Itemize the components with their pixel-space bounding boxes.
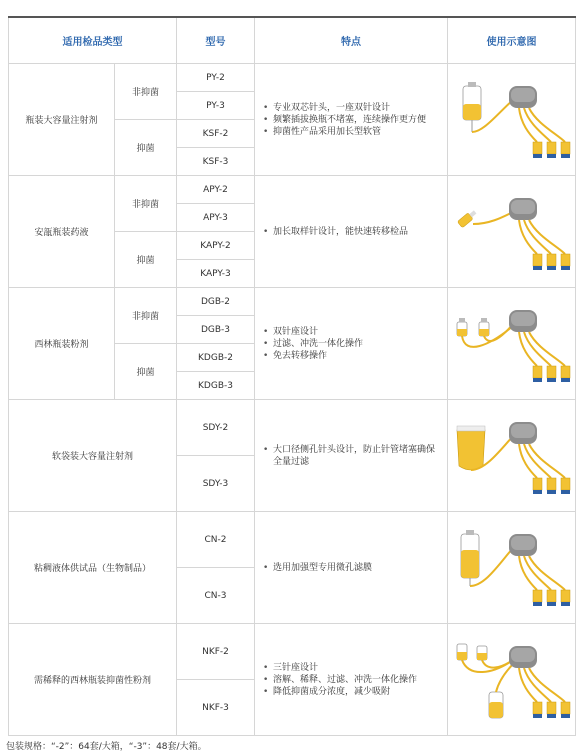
features-cell [255, 176, 448, 288]
subgroup-label: 非抑菌 [115, 64, 177, 120]
model-cell: NKF-3 [177, 680, 255, 736]
group-name: 需稀释的西林瓶装抑菌性粉剂 [9, 624, 177, 736]
group-name: 瓶装大容量注射剂 [9, 64, 115, 176]
feature-item: • 免去转移操作 [263, 350, 443, 362]
features-cell [255, 288, 448, 400]
model-cell: KSF-3 [177, 148, 255, 176]
model-cell: KSF-2 [177, 120, 255, 148]
subgroup-label: 抑菌 [115, 232, 177, 288]
header-applicable-type: 适用检品类型 [9, 17, 177, 64]
group-name: 西林瓶装粉剂 [9, 288, 115, 400]
model-cell: APY-2 [177, 176, 255, 204]
feature-item: • 三针座设计 [263, 662, 443, 674]
header-diagram: 使用示意图 [448, 17, 576, 64]
packaging-footnote: 包装规格：“-2”：64套/大箱，“-3”：48套/大箱。 [6, 742, 207, 752]
subgroup-label: 抑菌 [115, 120, 177, 176]
model-cell: SDY-2 [177, 400, 255, 456]
model-cell: KAPY-2 [177, 232, 255, 260]
feature-item: • 加长取样针设计，能快速转移检品 [263, 226, 443, 238]
features-cell [255, 624, 448, 736]
group-name: 软袋装大容量注射剂 [9, 400, 177, 512]
feature-item: • 双针座设计 [263, 326, 443, 338]
feature-item: • 溶解、稀释、过滤、冲洗一体化操作 [263, 674, 443, 686]
soft-bag-diagram-icon [448, 400, 576, 512]
model-cell: DGB-3 [177, 316, 255, 344]
subgroup-label: 非抑菌 [115, 176, 177, 232]
features-cell [255, 64, 448, 176]
model-cell: APY-3 [177, 204, 255, 232]
subgroup-label: 抑菌 [115, 344, 177, 400]
product-spec-table [8, 16, 576, 736]
feature-item: • 频繁插拔换瓶不堵塞，连续操作更方便 [263, 114, 443, 126]
group-name: 粘稠液体供试品（生物制品） [9, 512, 177, 624]
vial-diagram-icon [448, 288, 576, 400]
model-cell: NKF-2 [177, 624, 255, 680]
model-cell: DGB-2 [177, 288, 255, 316]
feature-item: • 抑菌性产品采用加长型软管 [263, 126, 443, 138]
bottle-diagram-icon [448, 64, 576, 176]
dilution-diagram-icon [448, 624, 576, 736]
features-cell [255, 512, 448, 624]
model-cell: KDGB-3 [177, 372, 255, 400]
model-cell: SDY-3 [177, 456, 255, 512]
feature-item: • 选用加强型专用微孔滤膜 [263, 562, 443, 574]
model-cell: PY-3 [177, 92, 255, 120]
feature-item: • 过滤、冲洗一体化操作 [263, 338, 443, 350]
model-cell: KAPY-3 [177, 260, 255, 288]
model-cell: CN-2 [177, 512, 255, 568]
model-cell: CN-3 [177, 568, 255, 624]
group-name: 安瓿瓶装药液 [9, 176, 115, 288]
model-cell: PY-2 [177, 64, 255, 92]
header-features: 特点 [255, 17, 448, 64]
feature-item: • 降低抑菌成分浓度，减少吸附 [263, 686, 443, 698]
header-model: 型号 [177, 17, 255, 64]
feature-item: • 专业双芯针头，一座双针设计 [263, 102, 443, 114]
ampoule-diagram-icon [448, 176, 576, 288]
model-cell: KDGB-2 [177, 344, 255, 372]
feature-item: • 大口径侧孔针头设计，防止针管堵塞确保全量过滤 [263, 444, 443, 468]
viscous-diagram-icon [448, 512, 576, 624]
features-cell [255, 400, 448, 512]
subgroup-label: 非抑菌 [115, 288, 177, 344]
